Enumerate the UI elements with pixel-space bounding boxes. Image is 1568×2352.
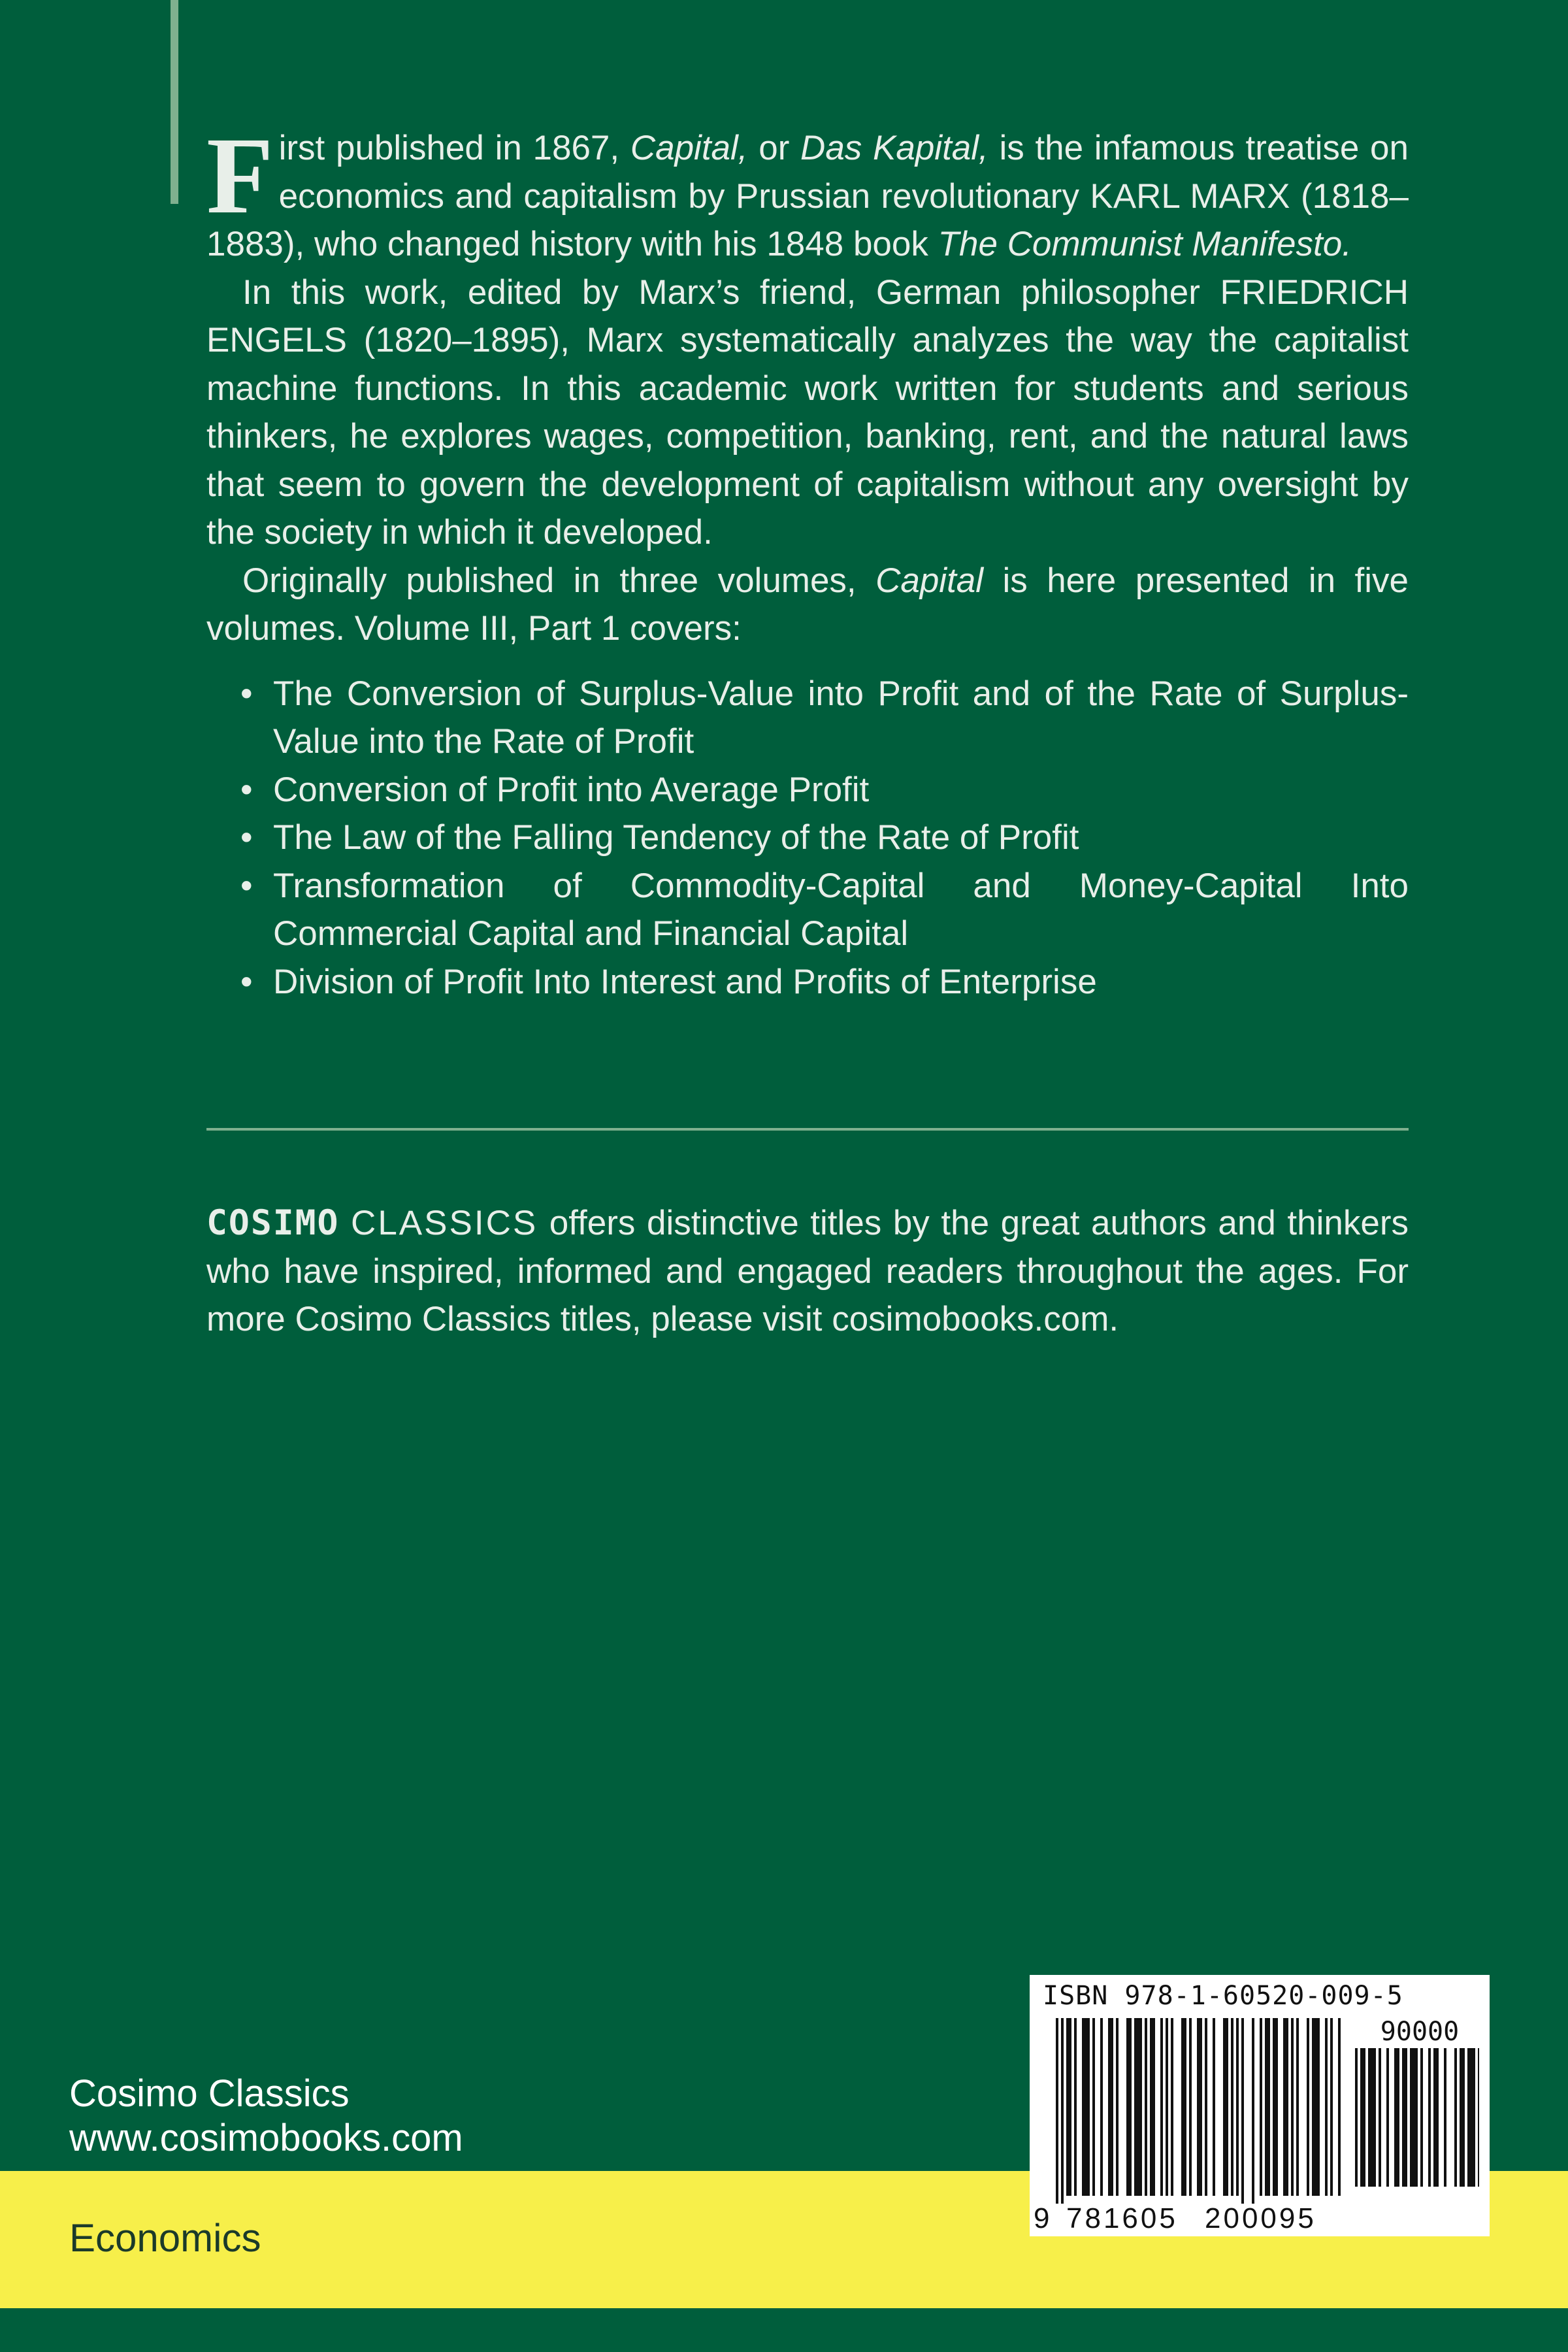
barcode-bar: [1134, 2018, 1142, 2196]
blurb-text: is the infamous treatise on economics and capitalism by Prussian revolutionary KARL MARX (1818–1883), who changed history with his 1848 book: [206, 129, 1409, 263]
list-item: [206, 670, 1409, 766]
list-item-text: The Conversion of Surplus-Value into Profit and of the Rate of Surplus-Value into the Rate of Profit: [273, 674, 1409, 761]
blurb-text: irst published in 1867,: [278, 129, 630, 167]
barcode-bar: [1150, 2018, 1155, 2196]
barcode-bar: [1160, 2018, 1163, 2196]
barcode-bar: [1056, 2018, 1058, 2204]
ean-right-digits: 200095: [1205, 2202, 1316, 2234]
barcode-bar: [1260, 2018, 1262, 2196]
title-das-kapital: Das Kapital,: [800, 129, 988, 167]
bullet-icon: •: [240, 818, 253, 857]
barcode-bar: [1402, 2048, 1407, 2187]
barcode-bar: [1197, 2018, 1202, 2196]
section-divider: [206, 1128, 1409, 1131]
barcode-bar: [1325, 2018, 1328, 2196]
barcode-bar: [1394, 2048, 1399, 2187]
barcode-bar: [1355, 2048, 1358, 2187]
list-item: [206, 862, 1409, 958]
barcode-bar: [1171, 2018, 1173, 2196]
publisher-block: [69, 2072, 463, 2161]
barcode-bar: [1467, 2048, 1475, 2187]
list-item: [206, 958, 1409, 1006]
barcode-bar: [1273, 2018, 1278, 2196]
barcode-bar: [1291, 2018, 1294, 2196]
title-communist-manifesto: The Communist Manifesto.: [938, 225, 1352, 263]
barcode-bar: [1307, 2018, 1309, 2196]
addon-barcode-bars: [1355, 2048, 1479, 2193]
bullet-icon: •: [240, 962, 253, 1001]
barcode-bar: [1205, 2018, 1207, 2196]
publisher-statement: [206, 1199, 1409, 1344]
barcode-bar: [1338, 2018, 1341, 2196]
barcode-bar: [1386, 2048, 1389, 2187]
barcode-bar: [1231, 2018, 1233, 2196]
barcode-bar: [1066, 2018, 1071, 2196]
ean-first-digit: 9: [1034, 2202, 1050, 2234]
barcode-bar: [1145, 2018, 1147, 2196]
title-capital: Capital,: [630, 129, 748, 167]
blurb-paragraph-3: [206, 557, 1409, 653]
barcode: [1030, 1975, 1490, 2236]
barcode-bar: [1433, 2048, 1439, 2187]
barcode-bar: [1296, 2018, 1299, 2196]
barcode-bar: [1360, 2048, 1365, 2187]
ean-digits: [1034, 2202, 1360, 2235]
drop-cap: F: [206, 115, 274, 237]
isbn-label: ISBN 978-1-60520-009-5: [1043, 1981, 1403, 2011]
barcode-bar: [1454, 2048, 1457, 2187]
blurb-paragraph-2: In this work, edited by Marx’s friend, German philosopher FRIEDRICH ENGELS (1820–1895), Marx systematically analyzes the way the capitalist machine functions. In this academic work written for students and serious thinkers, he explores wages, competition, banking, rent, and the natural laws that seem to govern the development of capitalism without any oversight by the society in which it developed.: [206, 273, 1409, 552]
barcode-bar: [1100, 2018, 1103, 2196]
publisher-name: Cosimo Classics: [69, 2072, 350, 2115]
blurb-paragraph-1: [206, 115, 1409, 269]
barcode-bar: [1108, 2018, 1113, 2196]
list-item-text: Division of Profit Into Interest and Profits of Enterprise: [273, 962, 1097, 1001]
barcode-bar: [1478, 2048, 1479, 2187]
barcode-bar: [1116, 2018, 1119, 2196]
ean-left-digits: 781605: [1066, 2202, 1178, 2234]
barcode-bar: [1330, 2018, 1333, 2196]
blurb-text: Originally published in three volumes,: [242, 561, 876, 600]
price-addon-number: 90000: [1380, 2017, 1460, 2047]
blurb-text: is here presented in five volumes. Volume III, Part 1 covers:: [206, 561, 1409, 648]
title-capital: Capital: [875, 561, 984, 600]
bullet-icon: •: [240, 866, 253, 905]
barcode-bar: [1092, 2018, 1095, 2196]
brand-name: COSIMO: [206, 1203, 340, 1243]
barcode-bar: [1252, 2018, 1254, 2204]
list-item-text: Conversion of Profit into Average Profit: [273, 770, 870, 809]
barcode-bar: [1236, 2018, 1239, 2196]
barcode-bar: [1241, 2018, 1244, 2204]
blurb-text: or: [747, 129, 801, 167]
list-item-text: The Law of the Falling Tendency of the Rate of Profit: [273, 818, 1079, 857]
ean-barcode-bars: [1056, 2018, 1343, 2208]
barcode-bar: [1428, 2048, 1431, 2187]
contents-list: [206, 670, 1409, 1006]
back-cover-blurb: [206, 115, 1409, 1006]
list-item: [206, 766, 1409, 814]
barcode-bar: [1444, 2048, 1446, 2187]
barcode-bar: [1368, 2048, 1376, 2187]
barcode-bar: [1312, 2018, 1320, 2196]
barcode-bar: [1166, 2018, 1168, 2196]
barcode-bar: [1379, 2048, 1381, 2187]
list-item-text: Transformation of Commodity-Capital and Money-Capital Into Commercial Capital and Financial Capital: [273, 866, 1409, 953]
barcode-bar: [1283, 2018, 1288, 2196]
barcode-bar: [1265, 2018, 1270, 2196]
bullet-icon: •: [240, 674, 253, 713]
barcode-bar: [1061, 2018, 1064, 2204]
barcode-bar: [1223, 2018, 1228, 2196]
barcode-bar: [1213, 2018, 1215, 2196]
barcode-bar: [1126, 2018, 1132, 2196]
list-item: [206, 814, 1409, 862]
decorative-vertical-rule: [171, 0, 178, 204]
publisher-url: www.cosimobooks.com: [69, 2117, 463, 2159]
barcode-bar: [1410, 2048, 1418, 2187]
barcode-bar: [1181, 2018, 1186, 2196]
barcode-bar: [1420, 2048, 1423, 2187]
publisher-statement-text: offers distinctive titles by the great authors and thinkers who have inspired, informed and engaged readers throughout the ages. For more Cosimo Classics titles, please visit cosimobooks.com.: [206, 1204, 1409, 1338]
category-label: Economics: [69, 2216, 261, 2260]
brand-series: CLASSICS: [351, 1204, 538, 1242]
barcode-bar: [1189, 2018, 1192, 2196]
barcode-bar: [1074, 2018, 1077, 2196]
barcode-bar: [1460, 2048, 1465, 2187]
bullet-icon: •: [240, 770, 253, 809]
barcode-bar: [1082, 2018, 1090, 2196]
